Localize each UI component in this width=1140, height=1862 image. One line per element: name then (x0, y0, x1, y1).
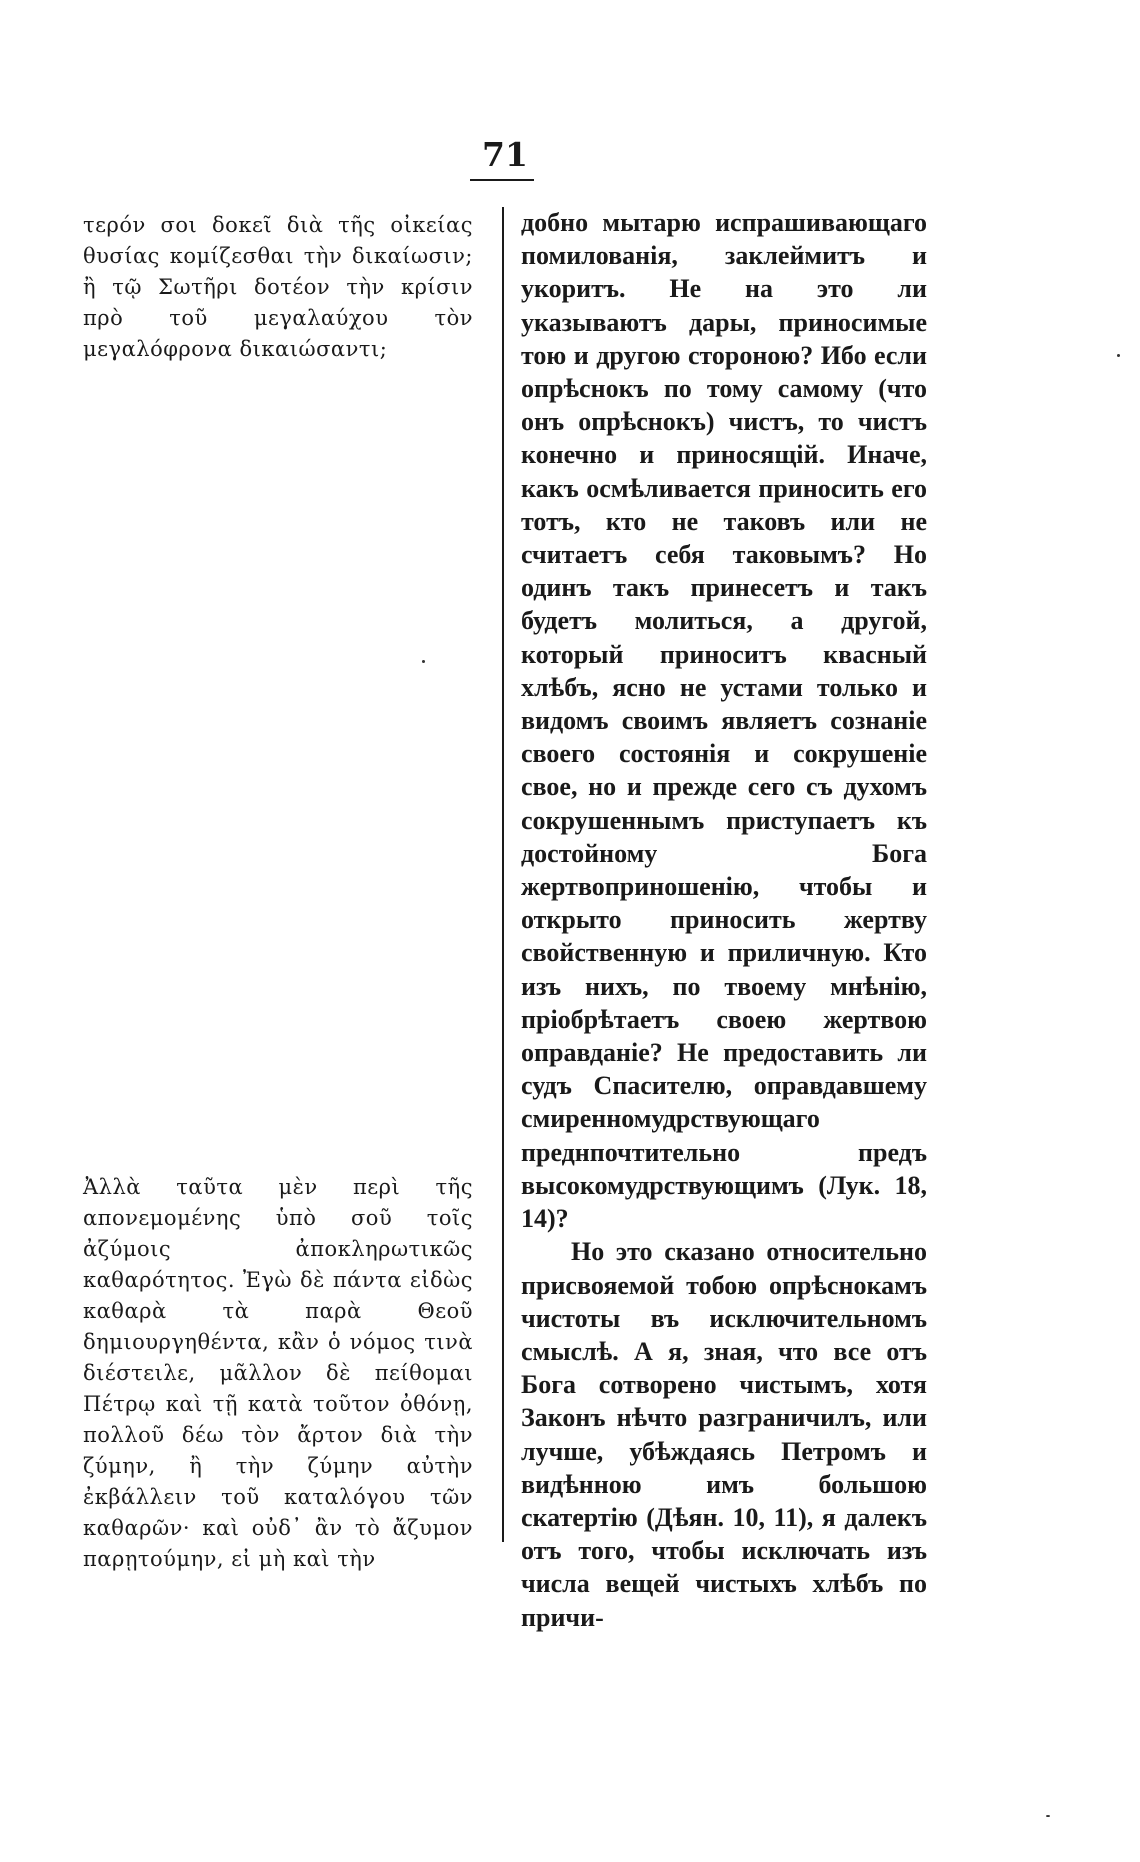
scan-speck (1117, 354, 1120, 357)
greek-column-bottom (83, 1172, 473, 1575)
greek-paragraph-2: Ἀλλὰ ταῦτα μὲν περὶ τῆς απονεμομένης ὑπὸ σοῦ τοῖς ἀζύμοις ἀποκληρωτικῶς καθαρότητος. Ἐγὼ δὲ πάντα εἰδὼς καθαρὰ τὰ παρὰ Θεοῦ δημιουργηθέντα, κἂν ὁ νόμος τινὰ διέστειλε, μᾶλλον δὲ πείθομαι Πέτρῳ καὶ τῇ κατὰ τοῦτον ὀθόνῃ, πολλοῦ δέω τὸν ἄρτον διὰ τὴν ζύμην, ἢ τὴν ζύμην αὐτὴν ἐκβάλλειν τοῦ καταλόγου τῶν καθαρῶν· καὶ οὐδ᾽ ἂν τὸ ἄζυμον παρῃτούμην, εἰ μὴ καὶ τὴν (83, 1175, 473, 1571)
greek-column-top (83, 210, 473, 365)
russian-column (521, 206, 927, 1634)
scan-speck (422, 660, 425, 663)
page-number: 71 (482, 135, 528, 174)
russian-paragraph-1: добно мытарю испрашивающаго помилованія, заклеймитъ и укоритъ. Не на это ли указываютъ дары, приносимые тою и другою стороною? Ибо если опрѣснокъ по тому самому (что онъ опрѣснокъ) чистъ, то чистъ конечно и приносящій. Иначе, какъ осмѣливается приносить его тотъ, кто не таковъ или не считаетъ себя таковымъ? Но одинъ такъ принесетъ и такъ будетъ молиться, а другой, который приноситъ квасный хлѣбъ, ясно не устами только и видомъ своимъ являетъ сознаніе своего состоянія и сокрушеніе свое, но и прежде сего съ духомъ сокрушеннымъ приступаетъ къ достойному Бога жертвоприношенію, чтобы и открыто приносить жертву свойственную и приличную. Кто изъ нихъ, по твоему мнѣнію, пріобрѣтаетъ своею жертвою оправданіе? Не предоставить ли судъ Спасителю, оправдавшему смиренномудрствующаго преднпочтительно предъ высокомудрствующимъ (Лук. 18, 14)? (521, 208, 927, 1234)
greek-paragraph-1: τερόν σοι δοκεῖ διὰ τῆς οἰκείας θυσίας κομίζεσθαι τὴν δικαίωσιν; ἢ τῷ Σωτῆρι δοτέον τὴν κρίσιν πρὸ τοῦ μεγαλαύχου τὸν μεγαλόφρονα δικαιώσαντι; (83, 213, 473, 361)
scan-speck (1046, 1815, 1050, 1817)
column-divider (502, 207, 504, 1542)
page-number-rule (470, 179, 534, 181)
russian-paragraph-2: Но это сказано относительно присвояемой тобою опрѣснокамъ чистоты въ исключительномъ смыслѣ. А я, зная, что все отъ Бога сотворено чистымъ, хотя Законъ нѣчто разграничилъ, или лучше, убѣждаясь Петромъ и видѣнною имъ большою скатертію (Дѣян. 10, 11), я далекъ отъ того, чтобы исключать изъ числа вещей чистыхъ хлѣбъ по причи- (521, 1237, 927, 1632)
